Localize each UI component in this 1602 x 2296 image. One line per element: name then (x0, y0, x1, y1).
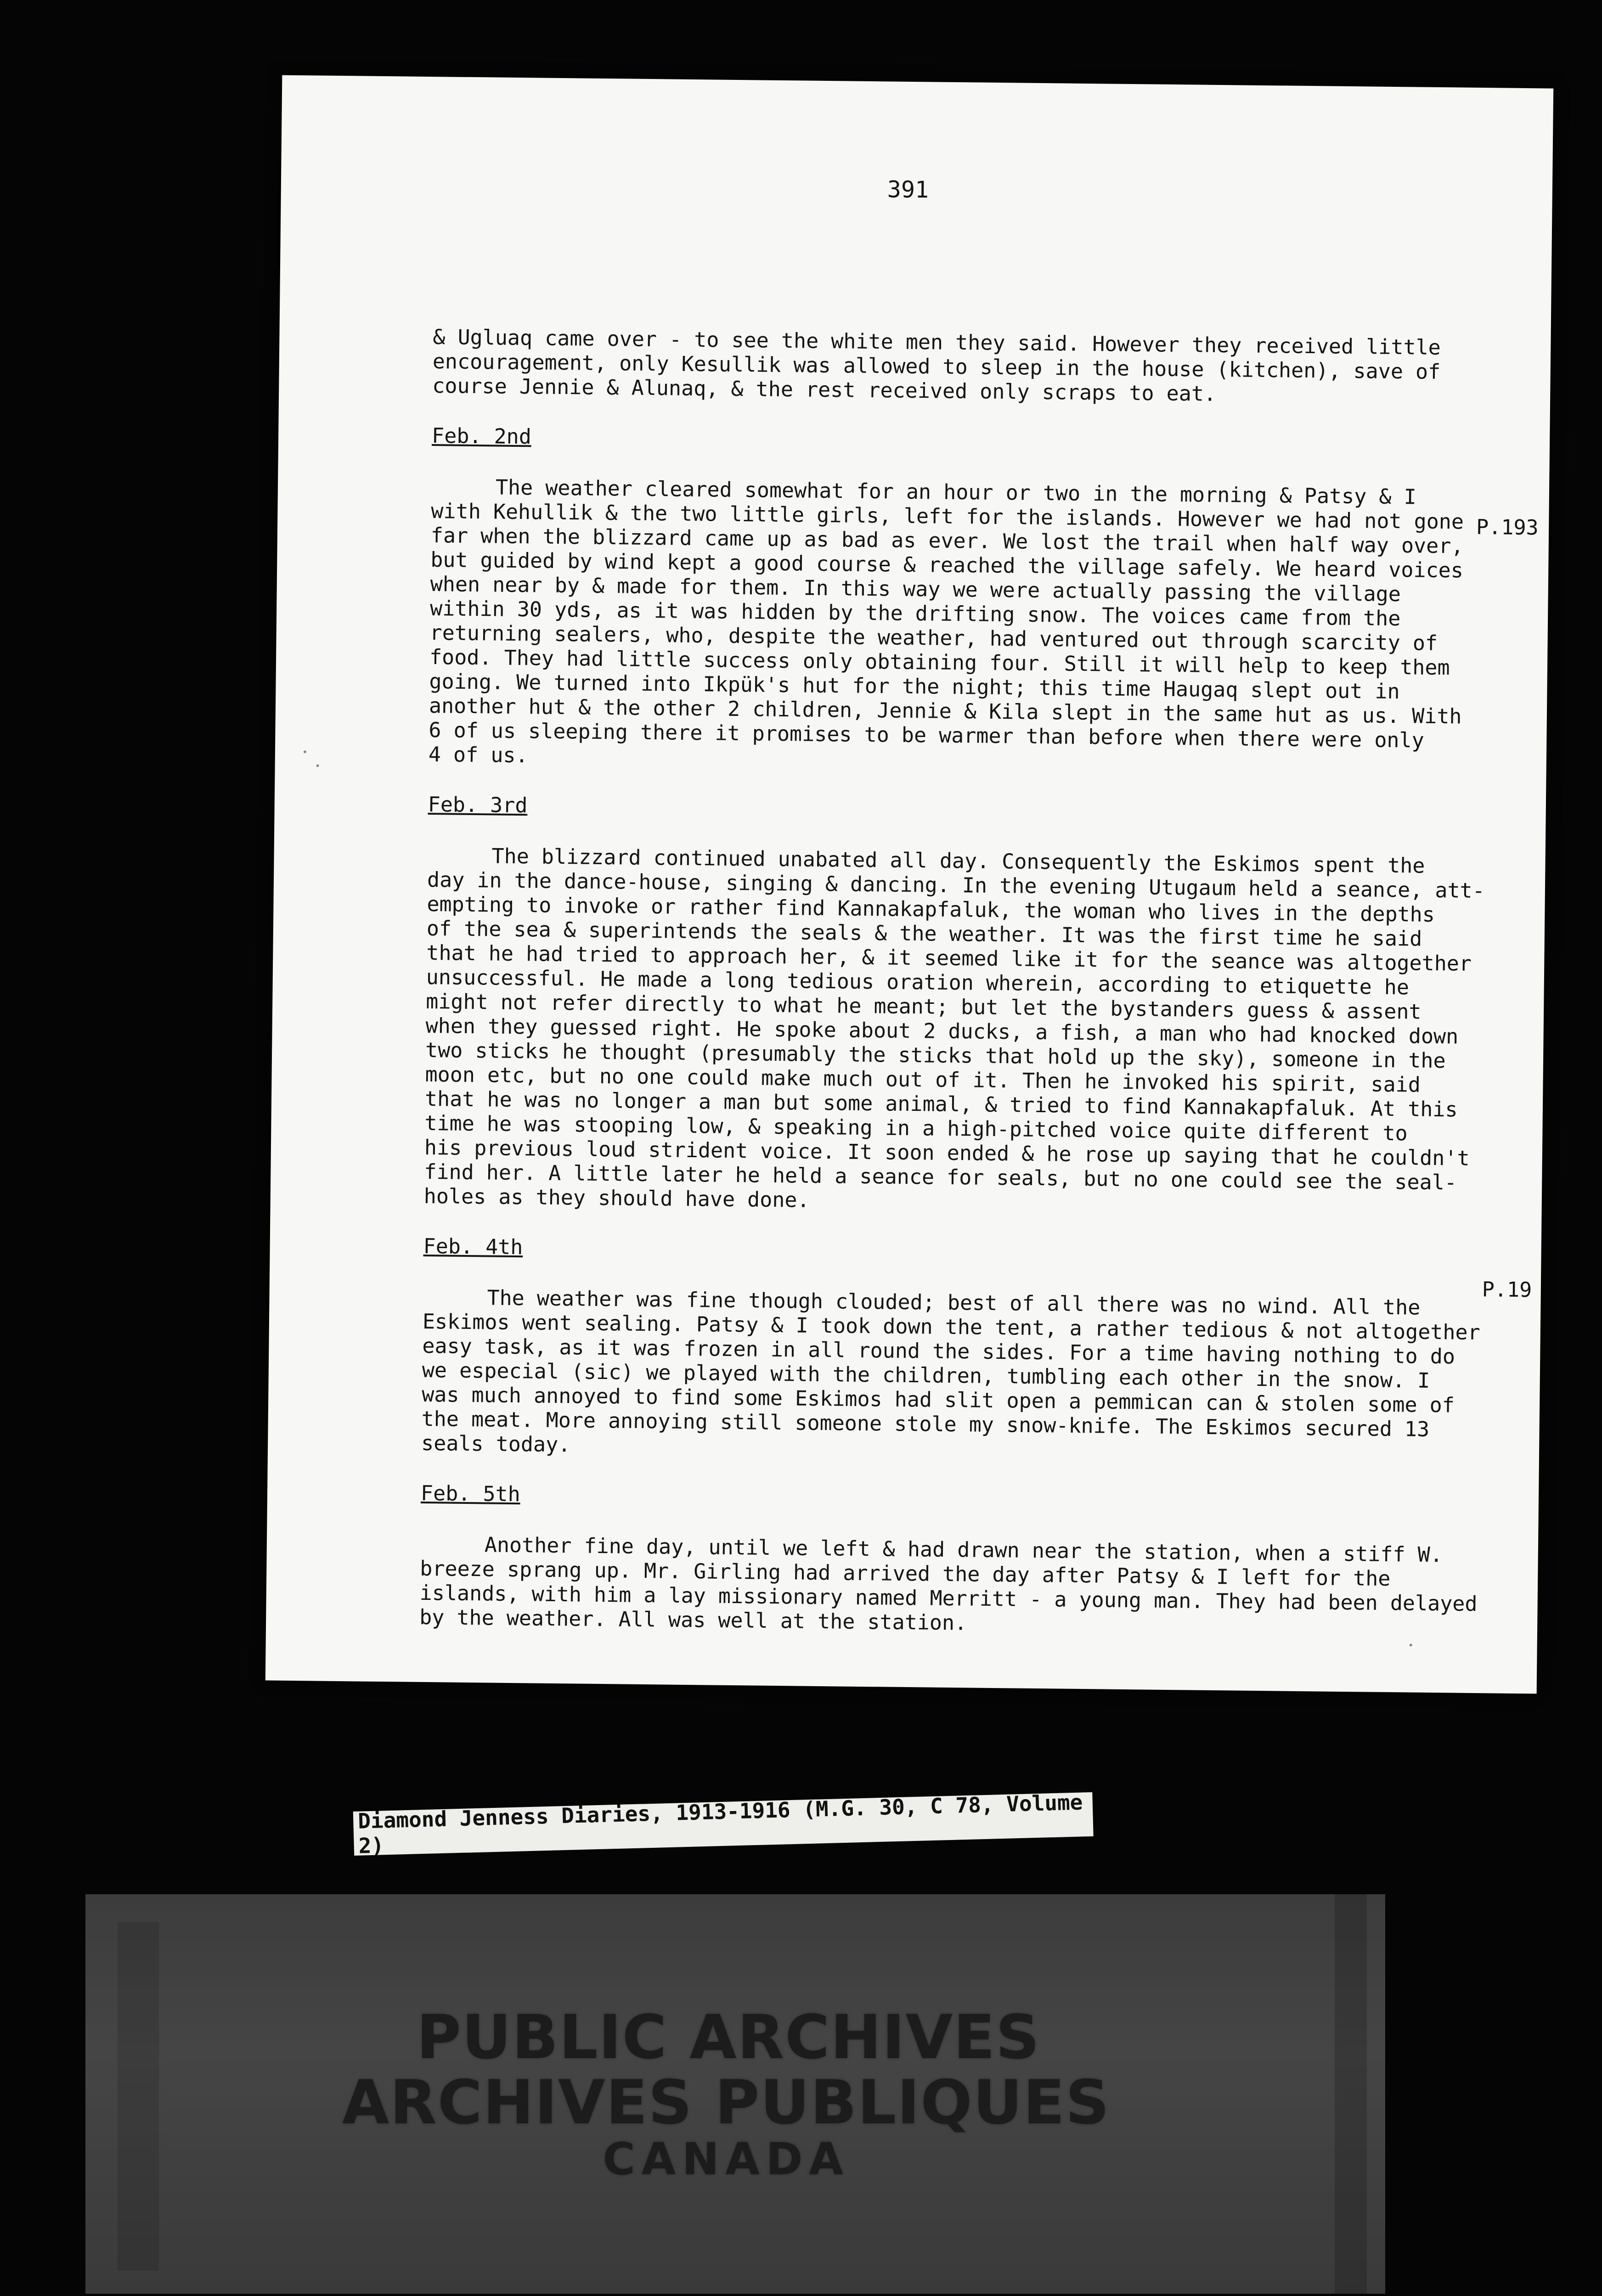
entry-date-feb-3: Feb. 3rd (428, 792, 528, 818)
entry-date-feb-5: Feb. 5th (420, 1480, 521, 1507)
entry-text-feb-5: Another fine day, until we left & had drawn near the station, when a stiff W. breeze sprang up. Mr. Girling had arrived the day after Patsy & I left for the islands, with him a lay missionary named Merritt - a young man. They had been delayed by the weather. All was well at the station. (419, 1532, 1478, 1635)
paper-speck (316, 764, 319, 767)
archive-label-text: Diamond Jenness Diaries, 1913-1916 (M.G. 30, C 78, Volume 2) (357, 1790, 1083, 1858)
typed-text-body (419, 325, 1508, 1640)
stamp-line-english: PUBLIC ARCHIVES (416, 2002, 1041, 2073)
stamp-line-country: CANADA (603, 2133, 850, 2185)
intro-paragraph: & Ugluaq came over - to see the white men they said. However they received little encouragement, only Kesullik was allowed to sleep in the house (kitchen), save of course Jennie & Alunaq, & the rest received only scraps to eat. (432, 325, 1441, 406)
entry-text-feb-4: The weather was fine though clouded; best of all there was no wind. All the Eskimos went sealing. Patsy & I took down the tent, a rather tedious & not altogether easy task, as it was frozen in all round the sides. For a time having nothing to do we especial (sic) we played with the children, tumbling each other in the snow. I was much annoyed to find some Eskimos had slit open a pemmican can & stolen some of the meat. More annoying still someone stole my snow-knife. The Eskimos secured 13 seals today. (421, 1285, 1480, 1457)
entry-date-feb-2: Feb. 2nd (431, 423, 532, 449)
card-shadow (1335, 1894, 1367, 2294)
stamp-line-french: ARCHIVES PUBLIQUES (342, 2067, 1110, 2138)
archive-label-strip (353, 1792, 1094, 1856)
diary-page (265, 75, 1553, 1694)
entry-text-feb-3: The blizzard continued unabated all day. Consequently the Eskimos spent the day in the dance-house, singing & dancing. In the evening Utugaum held a seance, att- empting to invoke or rather find Kannakapfaluk, the woman who lives in the depths of the sea & superintends the seals & the weather. It was the first time he said that he had tried to approach her, & it seemed like it for the seance was altogether unsuccessful. He made a long tedious oration wherein, according to etiquette he might not refer directly to what he meant; but let the bystanders guess & assent when they guessed right. He spoke about 2 ducks, a fish, a man who had knocked down two sticks he thought (presumably the sticks that hold up the sky), someone in the moon etc, but no one could make much out of it. Then he invoked his spirit, said that he was no longer a man but some animal, & tried to find Kannakapfaluk. At this time he was stooping low, & speaking in a high-pitched voice quite different to his previous loud strident voice. It soon ended & he rose up saying that he couldn't find her. A little later he held a seance for seals, but no one could see the seal- holes as they should have done. (423, 844, 1485, 1212)
margin-page-reference: P.19 (1482, 1277, 1532, 1302)
page-number: 391 (887, 176, 929, 203)
entry-date-feb-4: Feb. 4th (423, 1233, 523, 1260)
paper-speck (304, 750, 306, 753)
margin-page-reference: P.193 (1476, 514, 1539, 540)
archives-stamp-card (85, 1894, 1385, 2294)
entry-text-feb-2: The weather cleared somewhat for an hour or two in the morning & Patsy & I with Kehullik & the two little girls, left for the islands. However we had not gone far when the blizzard came up as bad as ever. We lost the trail when half way over, but guided by wind kept a good course & reached the village safely. We heard voices when near by & made for them. In this way we were actually passing the village within 30 yds, as it was hidden by the drifting snow. The voices came from the returning sealers, who, despite the weather, had ventured out through scarcity of food. They had little success only obtaining four. Still it will help to keep them going. We turned into Ikpük's hut for the night; this time Haugaq slept out in another hut & the other 2 children, Jennie & Kila slept in the same hut as us. With 6 of us sleeping there it promises to be warmer than before when there were only 4 of us. (428, 475, 1464, 768)
paper-speck (1410, 1643, 1412, 1646)
card-shadow (118, 1922, 159, 2271)
